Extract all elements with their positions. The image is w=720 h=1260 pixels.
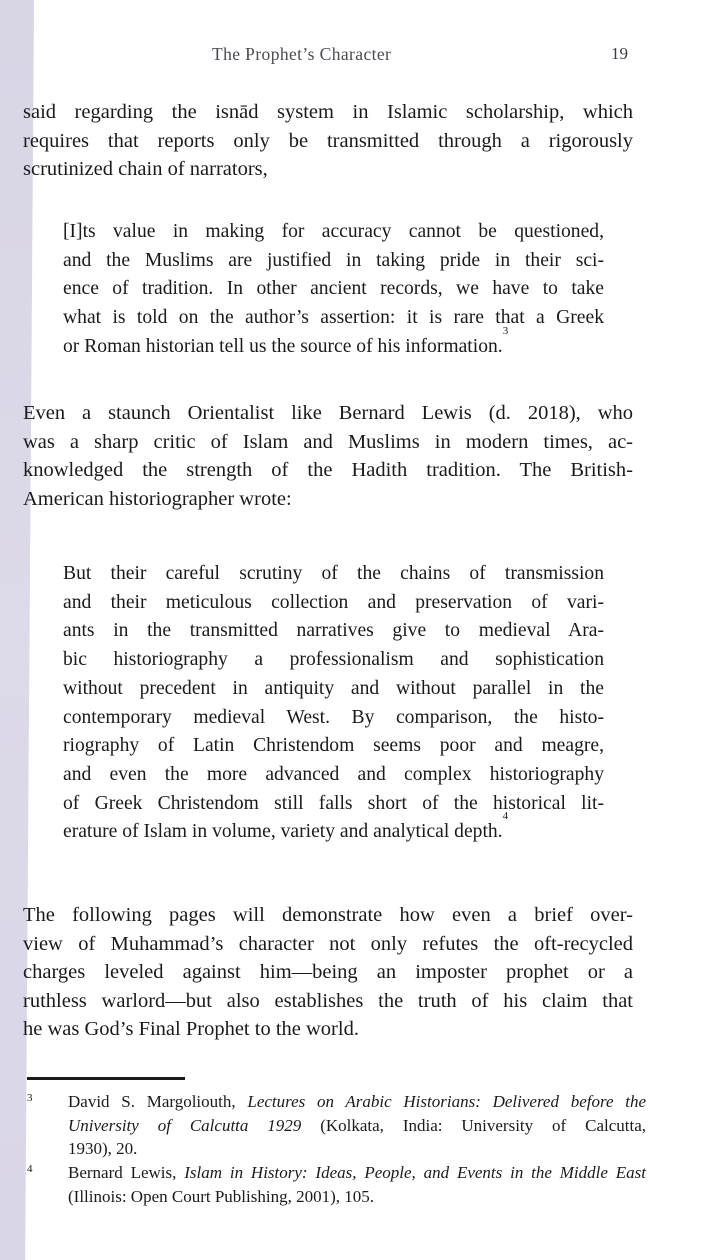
quote-line-final [63,324,604,362]
quote-line: But their careful scrutiny of the chains of transmission [63,563,604,584]
text-line: ruthless warlord—but also establishes the truth of his claim that [23,989,633,1012]
text-line: was a sharp critic of Islam and Muslims in modern times, ac- [23,430,633,453]
footnote-text [68,1090,646,1161]
quote-line: or Roman historian tell us the source of his information. [63,335,503,357]
footnote-book-title: University of Calcutta 1929 [68,1115,302,1135]
text-line: knowledged the strength of the Hadith tradition. The British- [23,459,633,482]
text-line: scrutinized chain of narrators, [23,158,268,181]
footnote-line [68,1137,646,1161]
quote-line: of Greek Christendom still falls short of the historical lit- [63,792,604,814]
footnote-author: David S. Margoliouth, [68,1092,248,1111]
footnote-reference[interactable]: 4 [502,810,509,823]
footnote-book-title: Islam in History: Ideas, People, and Events in the Middle East [184,1163,646,1182]
footnote-publisher: (Kolkata, India: University of Calcutta, [301,1115,647,1135]
quote-line: and the Muslims are justified in taking pride in their sci- [63,249,604,271]
text-line: said regarding the isnād system in Islamic scholarship, which [23,101,633,123]
footnote-number: 4 [27,1163,33,1175]
quote-line: what is told on the author’s assertion: it is rare that a Greek [63,307,604,329]
footnote-line [68,1090,646,1114]
text-line: view of Muhammad’s character not only refutes the oft-recycled [23,932,633,955]
quote-line: without precedent in antiquity and without parallel in the [63,677,604,699]
footnote-line [68,1114,646,1138]
running-head [0,44,720,72]
footnote-separator [27,1077,185,1080]
quote-line: bic historiography a professionalism and sophistication [63,649,604,671]
footnote-line [68,1185,646,1209]
text-line: requires that reports only be transmitted through a rigorously [23,129,633,152]
text-line: Even a staunch Orientalist like Bernard Lewis (d. 2018), who [23,402,633,424]
footnote-line [68,1161,646,1185]
body-paragraph [23,901,633,1044]
quote-line: [I]ts value in making for accuracy cannot be questioned, [63,221,604,242]
quote-line: erature of Islam in volume, variety and analytical depth. [63,821,503,843]
quote-line: and even the more advanced and complex historiography [63,763,604,785]
quote-line: riography of Latin Christendom seems poor and meagre, [63,735,604,757]
footnote-publisher: (Illinois: Open Court Publishing, 2001), 105. [68,1186,374,1206]
footnote-page: 1930), 20. [68,1139,138,1158]
block-quote [63,560,604,847]
text-line: he was God’s Final Prophet to the world. [23,1018,359,1041]
block-quote [63,218,604,362]
text-line: American historiographer wrote: [23,487,292,510]
footnote-book-title: Lectures on Arabic Historians: Delivered before the [247,1092,646,1111]
quote-line-final [63,810,604,847]
quote-line: and their meticulous collection and preservation of vari- [63,591,604,613]
quote-line: contemporary medieval West. By comparison, the histo- [63,706,604,728]
page-number: 19 [611,44,628,63]
footnote-text [68,1161,646,1208]
footnote-author: Bernard Lewis, [68,1163,185,1182]
body-paragraph [23,98,633,184]
quote-line: ence of tradition. In other ancient records, we have to take [63,278,604,300]
body-paragraph [23,399,633,513]
footnote-number: 3 [27,1092,33,1104]
text-line: charges leveled against him—being an imposter prophet or a [23,961,633,984]
text-line: The following pages will demonstrate how even a brief over- [23,904,633,926]
footnote-reference[interactable]: 3 [502,324,509,337]
quote-line: ants in the transmitted narratives give to medieval Ara- [63,620,604,642]
running-title: The Prophet’s Character [212,44,392,64]
